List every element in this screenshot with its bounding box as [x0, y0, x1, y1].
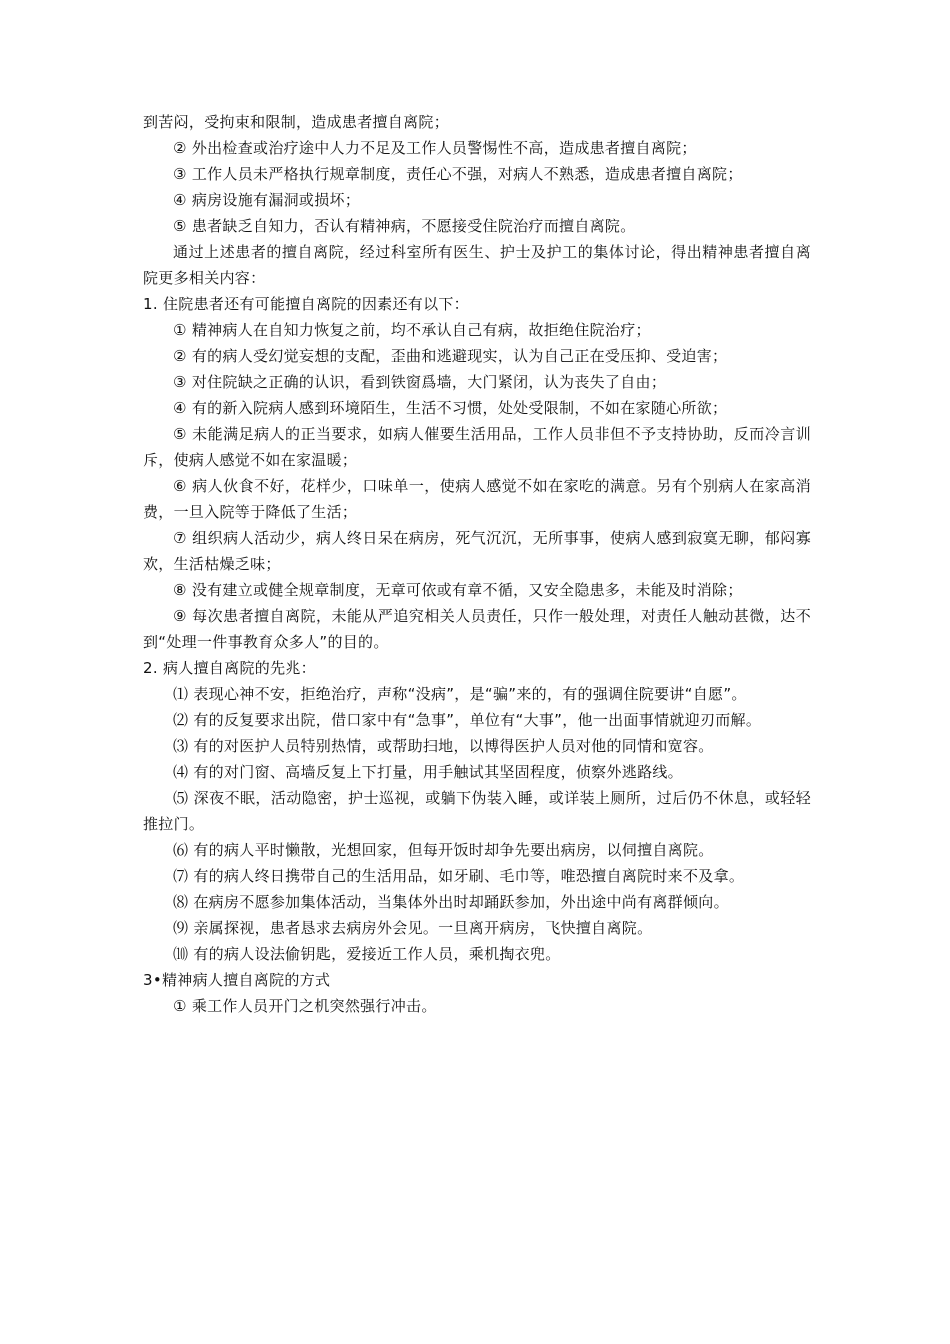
- body-paragraph: ① 精神病人在自知力恢复之前，均不承认自己有病，故拒绝住院治疗；: [173, 321, 651, 339]
- body-paragraph: 通过上述患者的擅自离院，经过科室所有医生、护士及护工的集体讨论，得出精神患者擅自离院更多相关内容：: [143, 243, 811, 287]
- body-paragraph: ③ 对住院缺之正确的认识，看到铁窗爲墙，大门紧闭，认为丧失了自由；: [173, 373, 667, 391]
- body-paragraph: ⑼ 亲属探视，患者恳求去病房外会见。一旦离开病房，飞快擅自离院。: [173, 919, 653, 937]
- section-heading: 3•精神病人擅自离院的方式: [143, 971, 331, 989]
- body-paragraph: ⑶ 有的对医护人员特别热情，或帮助扫地，以博得医护人员对他的同情和宽容。: [173, 737, 714, 755]
- body-paragraph: ⑹ 有的病人平时懒散，光想回家，但每开饭时却争先要出病房，以伺擅自离院。: [173, 841, 714, 859]
- body-paragraph: ⑤ 患者缺乏自知力，否认有精神病，不愿接受住院治疗而擅自离院。: [173, 217, 636, 235]
- body-paragraph: ⑺ 有的病人终日携带自己的生活用品，如牙刷、毛巾等，唯恐擅自离院时来不及拿。: [173, 867, 745, 885]
- body-paragraph: ⑨ 每次患者擅自离院，未能从严追究相关人员责任，只作一般处理，对责任人触动甚微，达不到“处理一件事教育众多人”的目的。: [143, 607, 811, 651]
- section-heading: 2. 病人擅自离院的先兆：: [143, 659, 316, 677]
- body-paragraph: ② 外出检查或治疗途中人力不足及工作人员警惕性不高，造成患者擅自离院；: [173, 139, 697, 157]
- section-heading: 到苦闷，受拘束和限制，造成患者擅自离院；: [143, 113, 450, 131]
- body-paragraph: ③ 工作人员未严格执行规章制度，责任心不强，对病人不熟悉，造成患者擅自离院；: [173, 165, 743, 183]
- body-paragraph: ⑻ 在病房不愿参加集体活动，当集体外出时却踊跃参加，外出途中尚有离群倾向。: [173, 893, 729, 911]
- body-paragraph: ④ 有的新入院病人感到环境陌生，生活不习惯，处处受限制，不如在家随心所欲；: [173, 399, 728, 417]
- body-paragraph: ⑤ 未能满足病人的正当要求，如病人催要生活用品，工作人员非但不予支持协助，反而冷言训斥，使病人感觉不如在家温暖；: [143, 425, 811, 469]
- document-page: [143, 109, 811, 1019]
- body-paragraph: ⑧ 没有建立或健全规章制度，无章可依或有章不循，又安全隐患多，未能及时消除；: [173, 581, 743, 599]
- body-paragraph: ④ 病房设施有漏洞或损坏；: [173, 191, 361, 209]
- body-paragraph: ② 有的病人受幻觉妄想的支配，歪曲和逃避现实，认为自己正在受压抑、受迫害；: [173, 347, 728, 365]
- body-paragraph: ① 乘工作人员开门之机突然强行冲击。: [173, 997, 437, 1015]
- body-paragraph: ⑥ 病人伙食不好，花样少，口味单一，使病人感觉不如在家吃的满意。另有个别病人在家高消费，一旦入院等于降低了生活；: [143, 477, 811, 521]
- body-paragraph: ⑸ 深夜不眠，活动隐密，护士巡视，或躺下伪装入睡，或详装上厕所，过后仍不休息，或轻轻推拉门。: [143, 789, 811, 833]
- section-heading: 1. 住院患者还有可能擅自离院的因素还有以下：: [143, 295, 469, 313]
- body-paragraph: ⑦ 组织病人活动少，病人终日呆在病房，死气沉沉，无所事事，使病人感到寂寞无聊，郁闷寡欢，生活枯燥乏味；: [143, 529, 811, 573]
- body-paragraph: ⑵ 有的反复要求出院，借口家中有“急事”，单位有“大事”，他一出面事情就迎刃而解。: [173, 711, 762, 729]
- body-paragraph: ⑽ 有的病人设法偷钥匙，爱接近工作人员，乘机掏衣兜。: [173, 945, 561, 963]
- body-paragraph: ⑷ 有的对门窗、高墙反复上下打量，用手触试其坚固程度，侦察外逃路线。: [173, 763, 683, 781]
- body-paragraph: ⑴ 表现心神不安，拒绝治疗，声称“没病”，是“骗”来的，有的强调住院要讲“自愿”。: [173, 685, 747, 703]
